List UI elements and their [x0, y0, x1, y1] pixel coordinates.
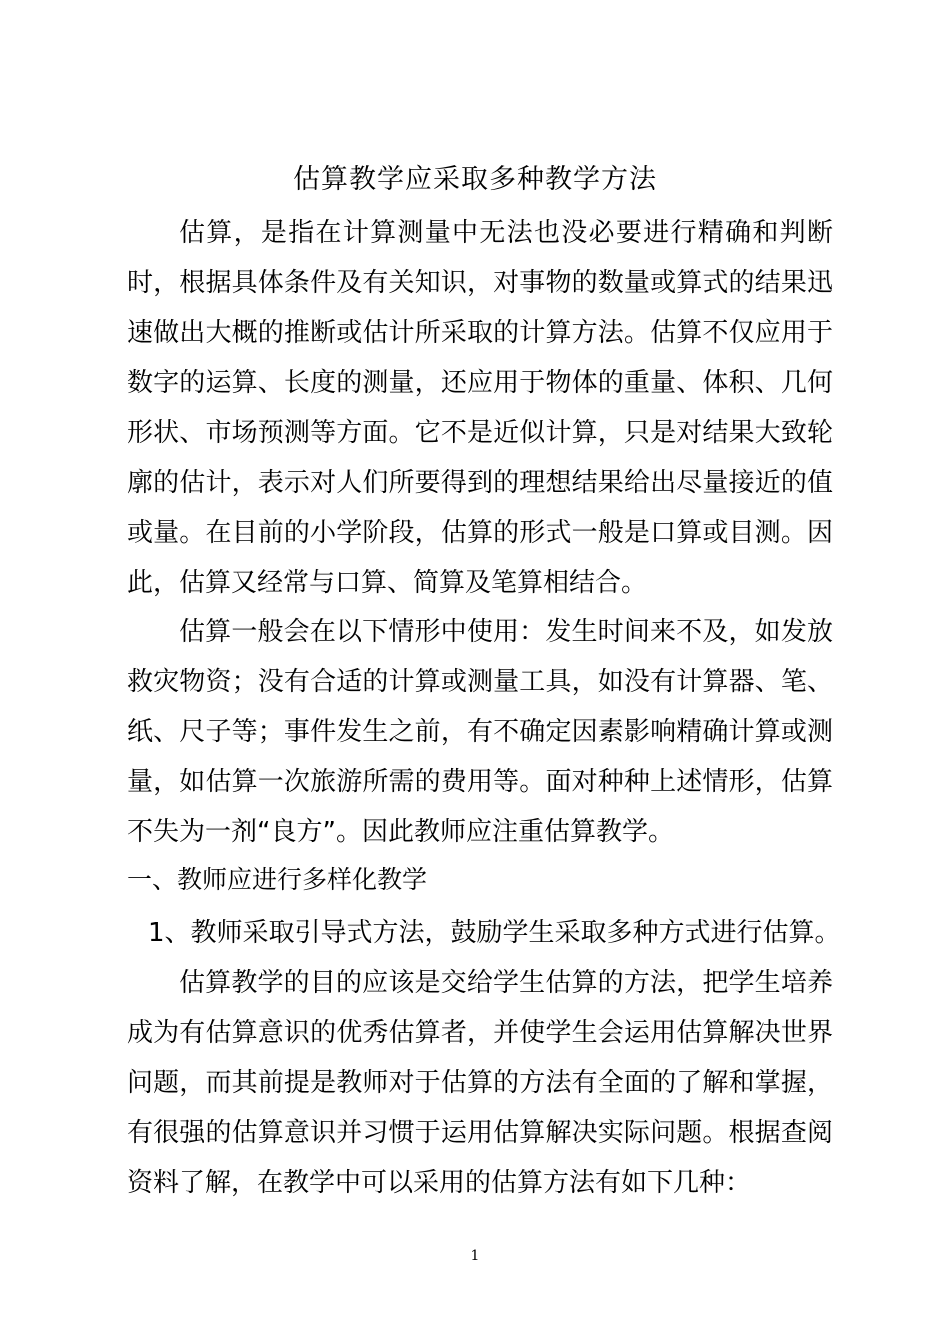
- body-paragraph-2: 估算一般会在以下情形中使用：发生时间来不及，如发放救灾物资；没有合适的计算或测量工具，如没有计算器、笔、纸、尺子等；事件发生之前，有不确定因素影响精确计算或测量，如估算一次旅游所需的费用等。面对种种上述情形，估算不失为一剂“良方”。因此教师应注重估算教学。: [127, 617, 833, 847]
- document-title: 估算教学应采取多种教学方法: [293, 164, 657, 195]
- section-heading: 一、教师应进行多样化教学: [127, 865, 428, 894]
- subsection-heading: 1、教师采取引导式方法，鼓励学生采取多种方式进行估算。: [148, 918, 841, 948]
- page-number: 1: [470, 1248, 480, 1264]
- body-paragraph-3: 估算教学的目的应该是交给学生估算的方法，把学生培养成为有估算意识的优秀估算者，并使学生会运用估算解决世界问题，而其前提是教师对于估算的方法有全面的了解和掌握，有很强的估算意识并习惯于运用估算解决实际问题。根据查阅资料了解，在教学中可以采用的估算方法有如下几种：: [127, 968, 833, 1198]
- body-paragraph-1: 估算，是指在计算测量中无法也没必要进行精确和判断时，根据具体条件及有关知识，对事物的数量或算式的结果迅速做出大概的推断或估计所采取的计算方法。估算不仅应用于数字的运算、长度的测量，还应用于物体的重量、体积、几何形状、市场预测等方面。它不是近似计算，只是对结果大致轮廓的估计，表示对人们所要得到的理想结果给出尽量接近的值或量。在目前的小学阶段，估算的形式一般是口算或目测。因此，估算又经常与口算、简算及笔算相结合。: [127, 218, 833, 598]
